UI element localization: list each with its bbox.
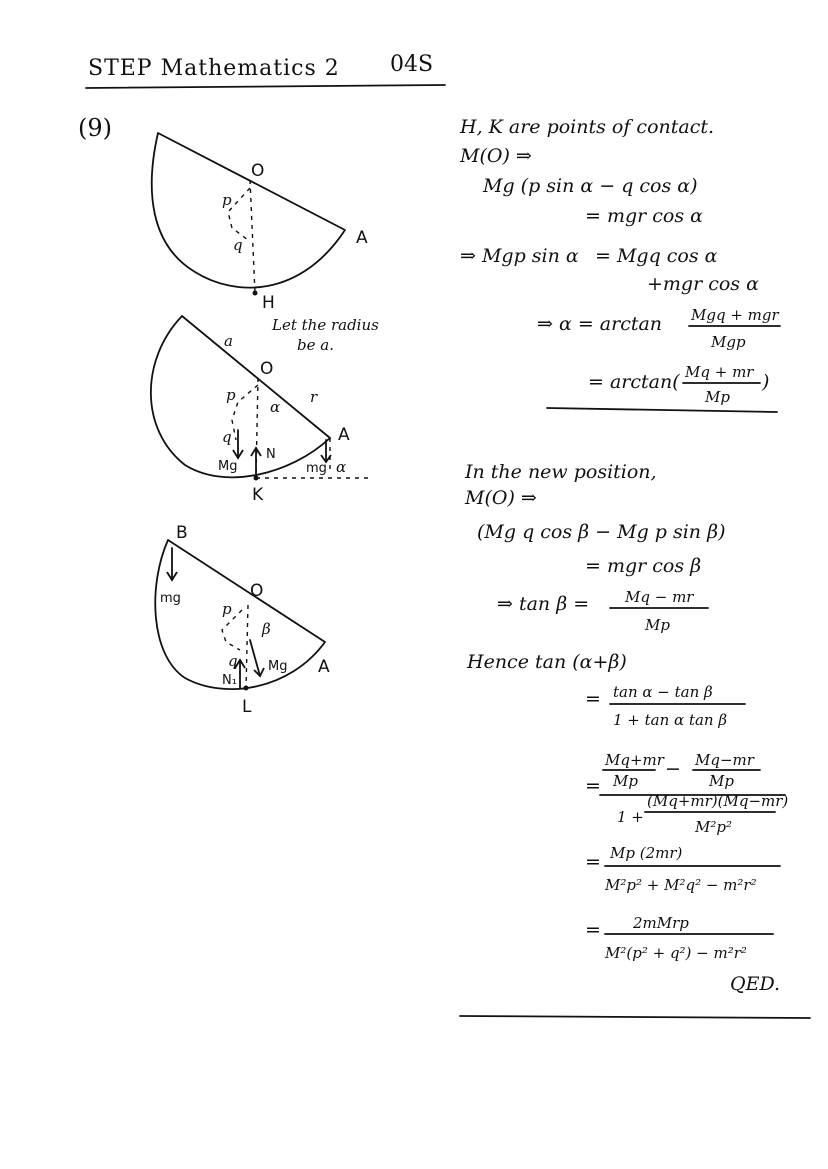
diagrams (0, 0, 460, 760)
diagram-2-label-N: N (266, 447, 276, 462)
solution-eq7-den: 1 + tan α tan β (613, 711, 728, 729)
solution-eq2a: ⇒ Mgp sin α (460, 245, 579, 267)
solution-eq4-lhs: = arctan( (588, 371, 680, 393)
solution-divider-2 (460, 1016, 810, 1018)
diagram-1 (152, 133, 368, 313)
solution-eq5b: = mgr cos β (585, 555, 702, 577)
solution-hence: Hence tan (α+β) (467, 651, 627, 673)
diagram-3-vertical (246, 605, 248, 688)
diagram-3 (155, 523, 330, 717)
diagram-1-label-p: p (222, 191, 232, 209)
solution-moments-2: M(O) ⇒ (465, 487, 537, 509)
solution-eq10-equals: = (585, 919, 601, 941)
solution-eq8-num1-bot: Mp (613, 772, 638, 790)
diagram-2-label-alpha-small: α (336, 458, 347, 476)
diagram-3-label-N1: N₁ (222, 673, 237, 688)
diagram-2-label-mg: mg (306, 461, 327, 476)
diagram-1-vertical (250, 180, 255, 293)
solution-eq4-num: Mq + mr (685, 363, 754, 381)
solution-eq8-den-frac-bot: M²p² (695, 818, 732, 836)
solution-qed: QED. (730, 973, 781, 995)
diagram-3-label-p: p (222, 600, 232, 618)
solution-eq8-num2-bot: Mp (709, 772, 734, 790)
solution-eq8-minus: − (665, 758, 681, 780)
diagram-3-label-q: q (228, 652, 238, 670)
solution-eq1a: Mg (p sin α − q cos α) (483, 175, 698, 197)
solution-eq8-num2-top: Mq−mr (695, 751, 754, 769)
solution-eq7-num: tan α − tan β (613, 683, 713, 701)
solution-eq10-num: 2mMrp (633, 914, 689, 932)
solution (455, 0, 825, 1169)
diagram-1-label-O: O (251, 161, 265, 181)
solution-eq8-den-frac-top: (Mq+mr)(Mq−mr) (647, 792, 789, 810)
solution-eq7-equals: = (585, 688, 601, 710)
solution-eq3-den: Mgp (711, 333, 746, 351)
solution-eq8-den-one: 1 + (617, 808, 644, 826)
solution-eq8-num1-top: Mq+mr (605, 751, 664, 769)
solution-eq9-den: M²p² + M²q² − m²r² (605, 876, 757, 894)
diagram-2-label-q: q (222, 428, 232, 446)
diagram-1-label-A: A (356, 228, 368, 248)
diagram-1-label-q: q (233, 236, 243, 254)
diagram-3-label-O: O (250, 581, 264, 601)
solution-eq6-num: Mq − mr (625, 588, 694, 606)
hemisphere-1-outline (152, 133, 345, 288)
diagram-3-label-beta: β (262, 620, 271, 638)
solution-eq3-num: Mgq + mgr (691, 306, 779, 324)
diagram-3-label-B: B (176, 523, 188, 543)
diagram-2 (151, 316, 379, 505)
solution-moments-1: M(O) ⇒ (460, 145, 532, 167)
diagram-2-note-line2: be a. (297, 336, 334, 354)
solution-intro: H, K are points of contact. (460, 116, 715, 138)
solution-eq6-lhs: ⇒ tan β = (497, 593, 590, 615)
solution-eq2b: = Mgq cos α (595, 245, 718, 267)
diagram-1-label-H: H (262, 293, 275, 313)
diagram-2-label-alpha: α (270, 398, 281, 416)
solution-new-position: In the new position, (465, 461, 657, 483)
diagram-2-label-A: A (338, 425, 350, 445)
solution-eq9-num: Mp (2mr) (610, 844, 683, 862)
solution-eq4-close: ) (762, 371, 770, 393)
solution-eq3-lhs: ⇒ α = arctan (537, 313, 663, 335)
diagram-3-label-L: L (242, 697, 252, 717)
solution-eq1b: = mgr cos α (585, 205, 703, 227)
diagram-2-label-r: r (310, 388, 318, 406)
solution-eq9-equals: = (585, 851, 601, 873)
question-label: (9) (78, 114, 112, 142)
diagram-2-label-O: O (260, 359, 274, 379)
diagram-2-pq-lines (232, 385, 258, 440)
solution-eq6-den: Mp (645, 616, 670, 634)
diagram-3-label-Mg: Mg (268, 659, 288, 674)
solution-eq10-den: M²(p² + q²) − m²r² (605, 944, 747, 962)
diagram-3-label-A: A (318, 657, 330, 677)
solution-eq8-equals: = (585, 775, 601, 797)
solution-eq2c: +mgr cos α (647, 273, 759, 295)
solution-eq4-den: Mp (705, 388, 730, 406)
diagram-3-label-mg: mg (160, 591, 181, 606)
diagram-2-label-a: a (224, 332, 233, 350)
diagram-2-label-Mg: Mg (218, 459, 238, 474)
header-title: STEP Mathematics 2 (88, 56, 340, 81)
solution-divider-1 (547, 408, 777, 412)
diagram-2-label-p: p (226, 386, 236, 404)
diagram-2-label-K: K (252, 485, 264, 505)
header-code: 04S (390, 52, 434, 77)
diagram-2-note-line1: Let the radius (272, 316, 379, 334)
solution-eq5a: (Mg q cos β − Mg p sin β) (477, 521, 726, 543)
